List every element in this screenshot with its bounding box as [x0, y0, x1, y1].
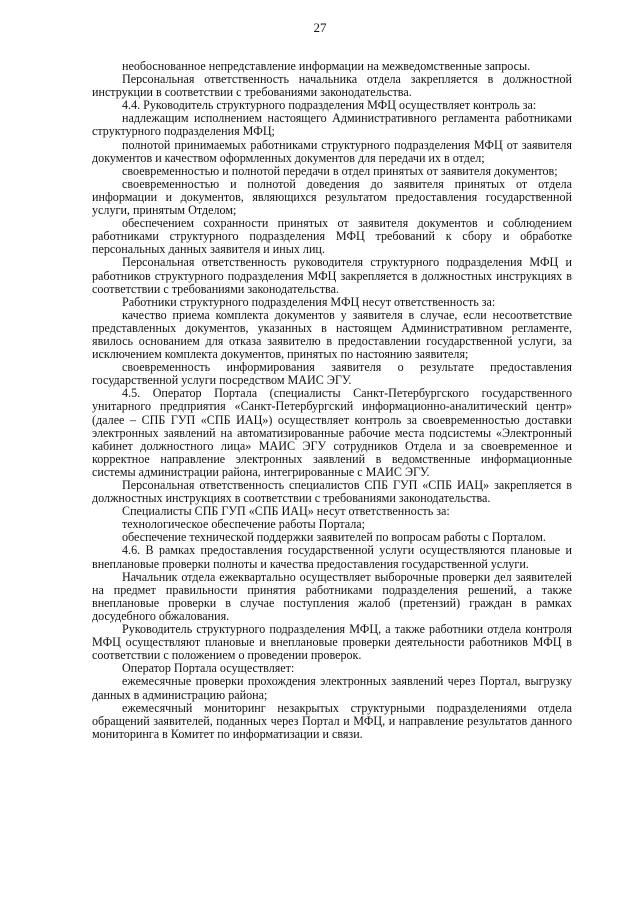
paragraph: Оператор Портала осуществляет: — [122, 661, 295, 676]
paragraph: своевременность информирования заявителя о результате предоставления государственной услуги посредством МАИС ЭГУ. — [92, 360, 572, 388]
paragraph: 4.6. В рамках предоставления государственной услуги осуществляются плановые и внеплановые проверки полноты и качества предоставления государственной услуги. — [92, 543, 572, 571]
paragraph: качество приема комплекта документов у заявителя в случае, если несоответствие представленных документов, указанных в настоящем Административном регламенте, явилось основанием для отказа заявителю в предоставлении государственной услуги, за исключением комплекта документов, принятых по настоянию заявителя; — [92, 307, 572, 362]
paragraph: полнотой принимаемых работниками структурного подразделения МФЦ от заявителя документов и качеством оформленных документов для передачи их в отдел; — [92, 137, 572, 165]
paragraph: своевременностью и полнотой доведения до заявителя принятых от отдела информации и документов, являющихся результатом предоставления государственной услуги, принятым Отделом; — [92, 176, 572, 218]
paragraph: Руководитель структурного подразделения МФЦ, а также работники отдела контроля МФЦ осуществляют плановые и внеплановые проверки деятельности работников МФЦ в соответствии с положением о проведении проверок. — [92, 622, 572, 663]
paragraph: обеспечение технической поддержки заявителей по вопросам работы с Порталом. — [122, 530, 546, 545]
paragraph: ежемесячные проверки прохождения электронных заявлений через Портал, выгрузку данных в администрацию района; — [92, 674, 572, 702]
document-body — [92, 60, 572, 741]
paragraph: Работники структурного подразделения МФЦ несут ответственность за: — [122, 294, 496, 309]
paragraph: технологическое обеспечение работы Портала; — [122, 517, 366, 532]
paragraph: необоснованное непредставление информации на межведомственные запросы. — [122, 59, 531, 73]
paragraph: Персональная ответственность руководителя структурного подразделения МФЦ и работников структурного подразделения МФЦ закрепляется в должностных инструкциях в соответствии с требованиями законодательства. — [92, 255, 572, 296]
paragraph: своевременностью и полнотой передачи в отдел принятых от заявителя документов; — [122, 163, 558, 178]
paragraph: ежемесячный мониторинг незакрытых структурными подразделениями отдела обращений заявителей, поданных через Портал и МФЦ, и направление результатов данного мониторинга в Комитет по информатизации и связи. — [92, 700, 572, 741]
page-number: 27 — [313, 20, 327, 35]
paragraph: Персональная ответственность начальника отдела закрепляется в должностной инструкции в соответствии с требованиями законодательства. — [92, 72, 572, 100]
paragraph: надлежащим исполнением настоящего Административного регламента работниками структурного подразделения МФЦ; — [92, 111, 572, 139]
paragraph: 4.5. Оператор Портала (специалисты Санкт-Петербургского государственного унитарного предприятия «Санкт-Петербургский информационно-аналитический центр» (далее – СПБ ГУП «СПБ ИАЦ») осуществляет контроль за своевременностью доставки электронных заявлений на автоматизированные рабочие места подсистемы «Электронный кабинет должностного лица» МАИС ЭГУ сотрудников Отдела и за своевременное и корректное направление электронных заявлений в ведомственные информационные системы администрации района, интегрированные с МАИС ЭГУ. — [92, 386, 572, 479]
paragraph: обеспечением сохранности принятых от заявителя документов и соблюдением работниками структурного подразделения МФЦ требований к сбору и обработке персональных данных заявителя и иных лиц. — [92, 216, 572, 257]
paragraph: 4.4. Руководитель структурного подразделения МФЦ осуществляет контроль за: — [122, 98, 537, 113]
paragraph: Специалисты СПБ ГУП «СПБ ИАЦ» несут ответственность за: — [122, 504, 450, 519]
paragraph: Персональная ответственность специалистов СПБ ГУП «СПБ ИАЦ» закрепляется в должностных инструкциях в соответствии с требованиями законодательства. — [92, 478, 572, 506]
paragraph: Начальник отдела ежеквартально осуществляет выборочные проверки дел заявителей на предмет правильности принятия работниками подразделения решений, а также внеплановые проверки в случае поступления жалоб (претензий) граждан в рамках досудебного обжалования. — [92, 569, 572, 623]
